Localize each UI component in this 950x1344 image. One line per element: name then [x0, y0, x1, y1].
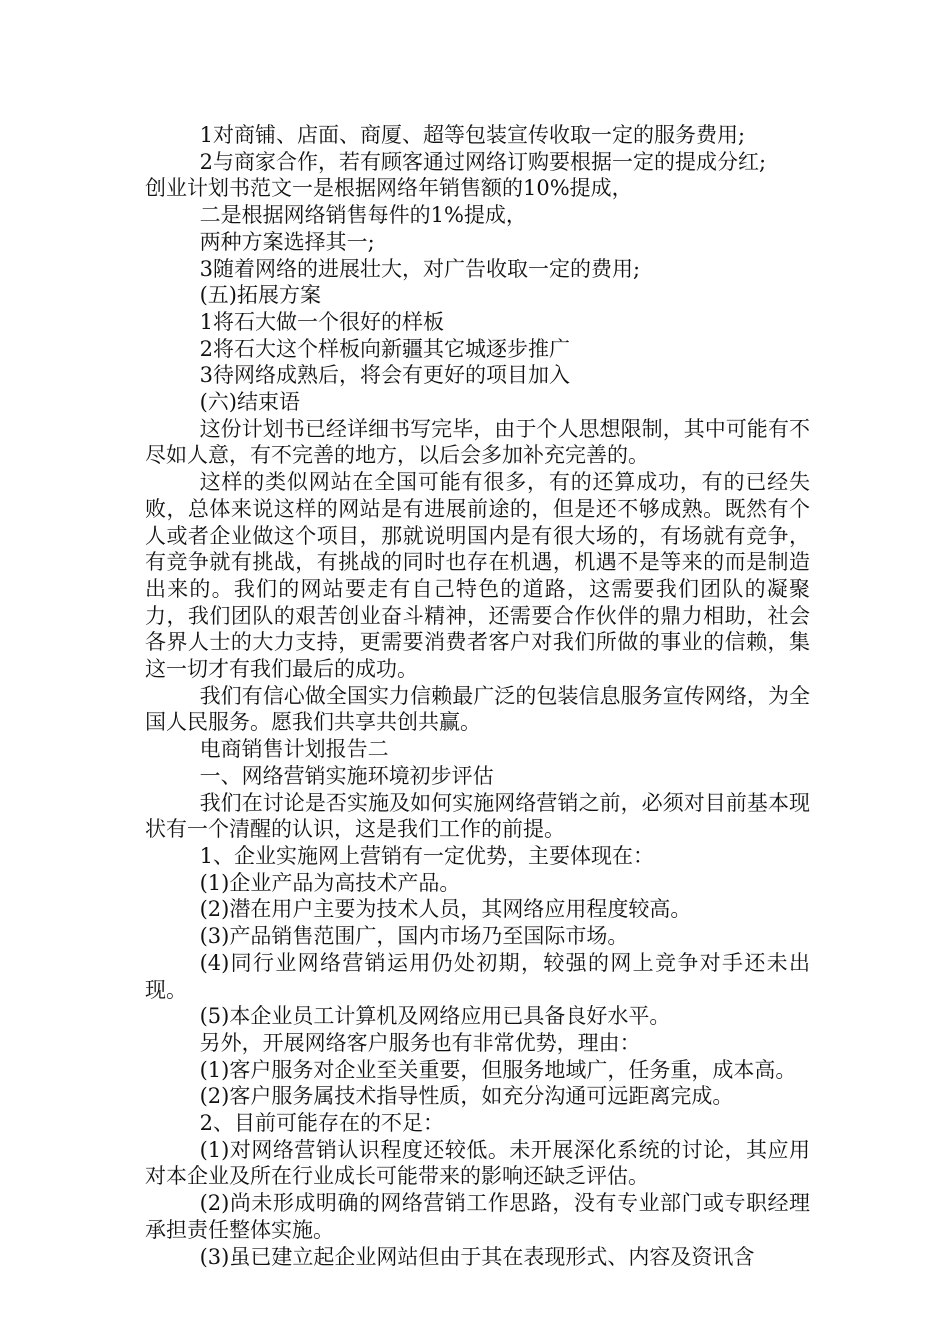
body-paragraph: (1)客户服务对企业至关重要，但服务地域广，任务重，成本高。: [199, 1057, 797, 1082]
body-paragraph: (3)虽已建立起企业网站但由于其在表现形式、内容及资讯含: [199, 1244, 755, 1269]
body-paragraph: 另外，开展网络客户服务也有非常优势，理由：: [199, 1030, 641, 1055]
body-paragraph: 2与商家合作，若有顾客通过网络订购要根据一定的提成分红;: [199, 149, 767, 174]
body-paragraph: (1)对网络营销认识程度还较低。未开展深化系统的讨论，其应用对本企业及所在行业成长可能带来的影响还缺乏评估。: [145, 1137, 810, 1189]
body-paragraph: (五)拓展方案: [199, 283, 321, 308]
body-paragraph: 两种方案选择其一;: [199, 229, 375, 254]
body-paragraph: 二是根据网络销售每件的1%提成，: [199, 203, 527, 228]
body-paragraph: (2)尚未形成明确的网络营销工作思路，没有专业部门或专职经理承担责任整体实施。: [145, 1191, 810, 1242]
body-paragraph: 这样的类似网站在全国可能有很多，有的还算成功，有的已经失败，总体来说这样的网站是有进展前途的，但是还不够成熟。既然有个人或者企业做这个项目，那就说明国内是有很大场的，有场就有竞争，有竞争就有挑战，有挑战的同时也存在机遇，机遇不是等来的而是制造出来的。我们的网站要走有自己特色的道路，这需要我们团队的凝聚力，我们团队的艰苦创业奋斗精神，还需要合作伙伴的鼎力相助，社会各界人士的大力支持，更需要消费者客户对我们所做的事业的信赖，集这一切才有我们最后的成功。: [145, 470, 810, 682]
body-paragraph: 1、企业实施网上营销有一定优势，主要体现在：: [199, 843, 654, 868]
body-paragraph: 3随着网络的进展壮大，对广告收取一定的费用;: [199, 256, 641, 281]
body-paragraph: (1)企业产品为高技术产品。: [199, 870, 461, 895]
body-paragraph: 我们有信心做全国实力信赖最广泛的包装信息服务宣传网络，为全国人民服务。愿我们共享共创共赢。: [145, 683, 810, 735]
body-paragraph: 1将石大做一个很好的样板: [199, 309, 444, 334]
body-paragraph: (2)潜在用户主要为技术人员，其网络应用程度较高。: [199, 897, 692, 922]
body-paragraph: 1对商铺、店面、商厦、超等包装宣传收取一定的服务费用;: [199, 123, 746, 147]
body-paragraph: (5)本企业员工计算机及网络应用已具备良好水平。: [199, 1004, 671, 1029]
body-paragraph: (六)结束语: [199, 390, 300, 415]
body-paragraph: 2将石大这个样板向新疆其它城逐步推广: [199, 336, 570, 361]
body-paragraph: 这份计划书已经详细书写完毕，由于个人思想限制，其中可能有不尽如人意，有不完善的地方，以后会多加补充完善的。: [145, 416, 810, 468]
body-paragraph: 2、目前可能存在的不足：: [199, 1111, 444, 1136]
body-paragraph: (3)产品销售范围广，国内市场乃至国际市场。: [199, 924, 629, 949]
body-paragraph: (2)客户服务属技术指导性质，如充分沟通可远距离完成。: [199, 1084, 734, 1109]
body-paragraph: 创业计划书范文一是根据网络年销售额的10%提成，: [145, 176, 633, 201]
document-body: [145, 122, 810, 1270]
body-paragraph: 3待网络成熟后，将会有更好的项目加入: [199, 363, 570, 388]
body-paragraph: 一、网络营销实施环境初步评估: [199, 763, 494, 788]
body-paragraph: (4)同行业网络营销运用仍处初期，较强的网上竞争对手还未出现。: [145, 950, 810, 1002]
body-paragraph: 电商销售计划报告二: [199, 737, 389, 762]
body-paragraph: 我们在讨论是否实施及如何实施网络营销之前，必须对目前基本现状有一个清醒的认识，这是我们工作的前提。: [145, 790, 810, 842]
